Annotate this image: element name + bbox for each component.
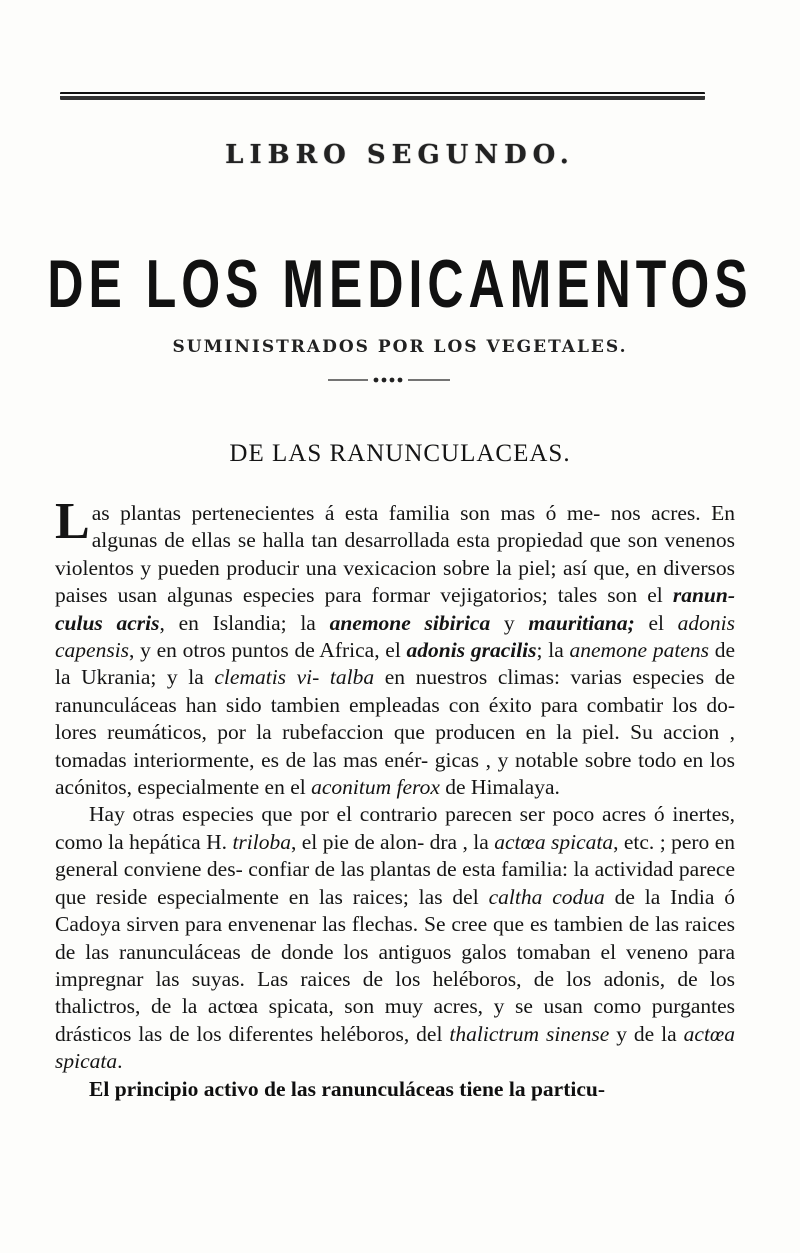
species-name: aconitum ferox bbox=[311, 775, 440, 800]
text-run: en nuestros climas: varias especies de ranunculáceas han sido tambien empleadas con éxito para combatir los do- lores reumáticos, por la rubefaccion que producen en la piel. Su accion , tomadas interiormente, es de las mas enér- gicas , y notable sobre todo en los acónitos, especialmente en el bbox=[55, 665, 735, 800]
species-name: anemone sibirica bbox=[329, 610, 491, 635]
text-run: y bbox=[490, 610, 529, 635]
body-text bbox=[55, 493, 736, 1103]
text-run: as plantas pertenecientes á esta familia son mas ó me- nos acres. En algunas de ellas se halla tan desarrollada esta propiedad que son venenos violentos y pueden producir una vexicacion sobre la piel; así que, en diversos paises usan algunas especies para formar vejigatorios; tales son el bbox=[55, 501, 735, 608]
species-name: mauritiana; bbox=[528, 610, 635, 635]
top-rule-divider bbox=[60, 92, 705, 100]
book-title: LIBRO SEGUNDO. bbox=[225, 140, 575, 170]
text-run: , etc. ; pero en general conviene des- confiar de las plantas de esta familia: la actividad parece que reside especialmente en las raices; las del bbox=[55, 829, 735, 909]
ornament-divider bbox=[328, 377, 450, 383]
species-name: anemone patens bbox=[569, 638, 709, 663]
species-name: adonis capensis bbox=[55, 610, 736, 663]
species-name: clematis vi- talba bbox=[214, 665, 375, 690]
species-name: thalictrum sinense bbox=[449, 1021, 610, 1046]
text-run: de Himalaya. bbox=[439, 775, 560, 800]
text-run: de la India ó Cadoya sirven para envenenar las flechas. Se cree que es tambien de las raices de las ranunculáceas de donde los antiguos galos tomaban el veneno para impregnar las suyas. Las raices de los heléboros, de los adonis, de los thalictros, de la actœa spicata, son muy acres, y se usan como purgantes drásticos las de los diferentes heléboros, del bbox=[55, 884, 735, 1046]
species-name: actœa spicata bbox=[55, 1021, 736, 1074]
species-name: triloba bbox=[232, 829, 291, 854]
paragraph-1 bbox=[55, 493, 736, 801]
text-run: Hay otras especies que por el contrario parecen ser poco acres ó inertes, como la hepática H. bbox=[55, 802, 735, 854]
drop-cap: L bbox=[55, 493, 90, 550]
text-run: y de la bbox=[609, 1021, 684, 1046]
text-run: , y en otros puntos de Africa, el bbox=[129, 638, 407, 663]
species-name: adonis gracilis bbox=[406, 638, 537, 663]
species-name: ranun- culus acris bbox=[55, 583, 735, 635]
section-heading: DE LAS RANUNCULACEAS. bbox=[229, 440, 571, 467]
text-run: , en Islandia; la bbox=[159, 610, 330, 635]
chapter-title: DE LOS MEDICAMENTOS bbox=[47, 246, 753, 322]
text-run: de la Ukrania; y la bbox=[55, 638, 735, 690]
species-name: caltha codua bbox=[488, 884, 605, 909]
text-run: ; la bbox=[536, 638, 570, 663]
text-run: , el pie de alon- dra , la bbox=[290, 829, 495, 854]
paragraph-3: El principio activo de las ranunculáceas tiene la particu- bbox=[89, 1076, 605, 1101]
text-run: . bbox=[117, 1049, 123, 1074]
paragraph-2 bbox=[55, 801, 735, 1075]
text-run: el bbox=[634, 610, 678, 635]
chapter-subtitle: SUMINISTRADOS POR LOS VEGETALES. bbox=[172, 337, 628, 357]
species-name: actœa spicata bbox=[494, 829, 614, 854]
